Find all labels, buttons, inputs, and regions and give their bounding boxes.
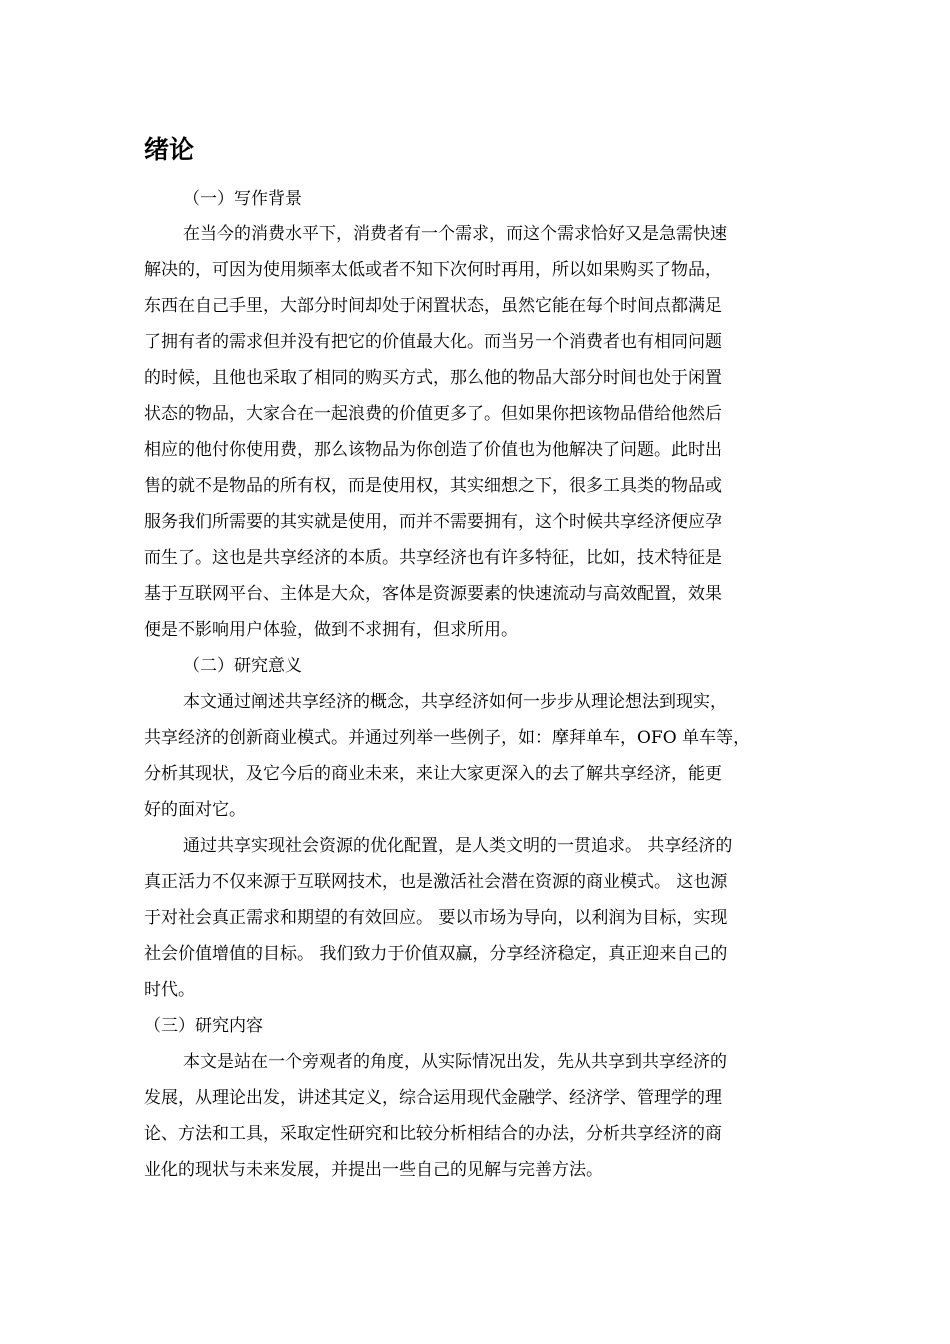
paragraph-line: 便是不影响用户体验，做到不求拥有，但求所用。 — [144, 620, 518, 640]
paragraph-line: 真正活力不仅来源于互联网技术，也是激活社会潜在资源的商业模式。 这也源 — [144, 872, 728, 892]
paragraph-line: 好的面对它。 — [144, 800, 246, 820]
paragraph-line: 东西在自己手里，大部分时间却处于闲置状态，虽然它能在每个时间点都满足 — [144, 296, 722, 316]
paragraph-line: 于对社会真正需求和期望的有效回应。 要以市场为导向，以利润为目标，实现 — [144, 908, 728, 928]
paragraph-line: 而生了。这也是共享经济的本质。共享经济也有许多特征，比如，技术特征是 — [144, 548, 722, 568]
paragraph-line: 解决的，可因为使用频率太低或者不知下次何时再用，所以如果购买了物品， — [144, 260, 722, 280]
section-heading-content: （三）研究内容 — [144, 1016, 263, 1036]
paragraph-line: 本文是站在一个旁观者的角度，从实际情况出发，先从共享到共享经济的 — [183, 1052, 727, 1072]
paragraph-line: 社会价值增值的目标。 我们致力于价值双赢，分享经济稳定，真正迎来自己的 — [144, 944, 728, 964]
paragraph-line: 状态的物品，大家合在一起浪费的价值更多了。但如果你把该物品借给他然后 — [144, 404, 722, 424]
paragraph-line: 业化的现状与未来发展，并提出一些自己的见解与完善方法。 — [144, 1160, 603, 1180]
paragraph-line: 了拥有者的需求但并没有把它的价值最大化。而当另一个消费者也有相同问题 — [144, 332, 722, 352]
paragraph-line: 基于互联网平台、主体是大众，客体是资源要素的快速流动与高效配置，效果 — [144, 584, 722, 604]
page-title: 绪论 — [144, 135, 195, 164]
paragraph-line: 相应的他付你使用费，那么该物品为你创造了价值也为他解决了问题。此时出 — [144, 440, 722, 460]
section-heading-significance: （二）研究意义 — [183, 656, 302, 676]
paragraph-line: 的时候，且他也采取了相同的购买方式，那么他的物品大部分时间也处于闲置 — [144, 368, 722, 388]
paragraph-line: 时代。 — [144, 980, 195, 1000]
paragraph-line: 本文通过阐述共享经济的概念，共享经济如何一步步从理论想法到现实， — [183, 692, 727, 712]
section-heading-background: （一）写作背景 — [183, 189, 302, 209]
paragraph-line: 服务我们所需要的其实就是使用，而并不需要拥有，这个时候共享经济便应孕 — [144, 512, 722, 532]
paragraph-line: 通过共享实现社会资源的优化配置，是人类文明的一贯追求。 共享经济的 — [183, 836, 733, 856]
paragraph-line: 发展，从理论出发，讲述其定义，综合运用现代金融学、经济学、管理学的理 — [144, 1088, 722, 1108]
paragraph-line: 分析其现状，及它今后的商业未来，来让大家更深入的去了解共享经济，能更 — [144, 764, 722, 784]
paragraph-line: 共享经济的创新商业模式。并通过列举一些例子，如：摩拜单车，OFO 单车等， — [144, 728, 751, 748]
paragraph-line: 售的就不是物品的所有权，而是使用权，其实细想之下，很多工具类的物品或 — [144, 476, 722, 496]
paragraph-line: 在当今的消费水平下，消费者有一个需求，而这个需求恰好又是急需快速 — [183, 224, 727, 244]
paragraph-line: 论、方法和工具，采取定性研究和比较分析相结合的办法，分析共享经济的商 — [144, 1124, 722, 1144]
